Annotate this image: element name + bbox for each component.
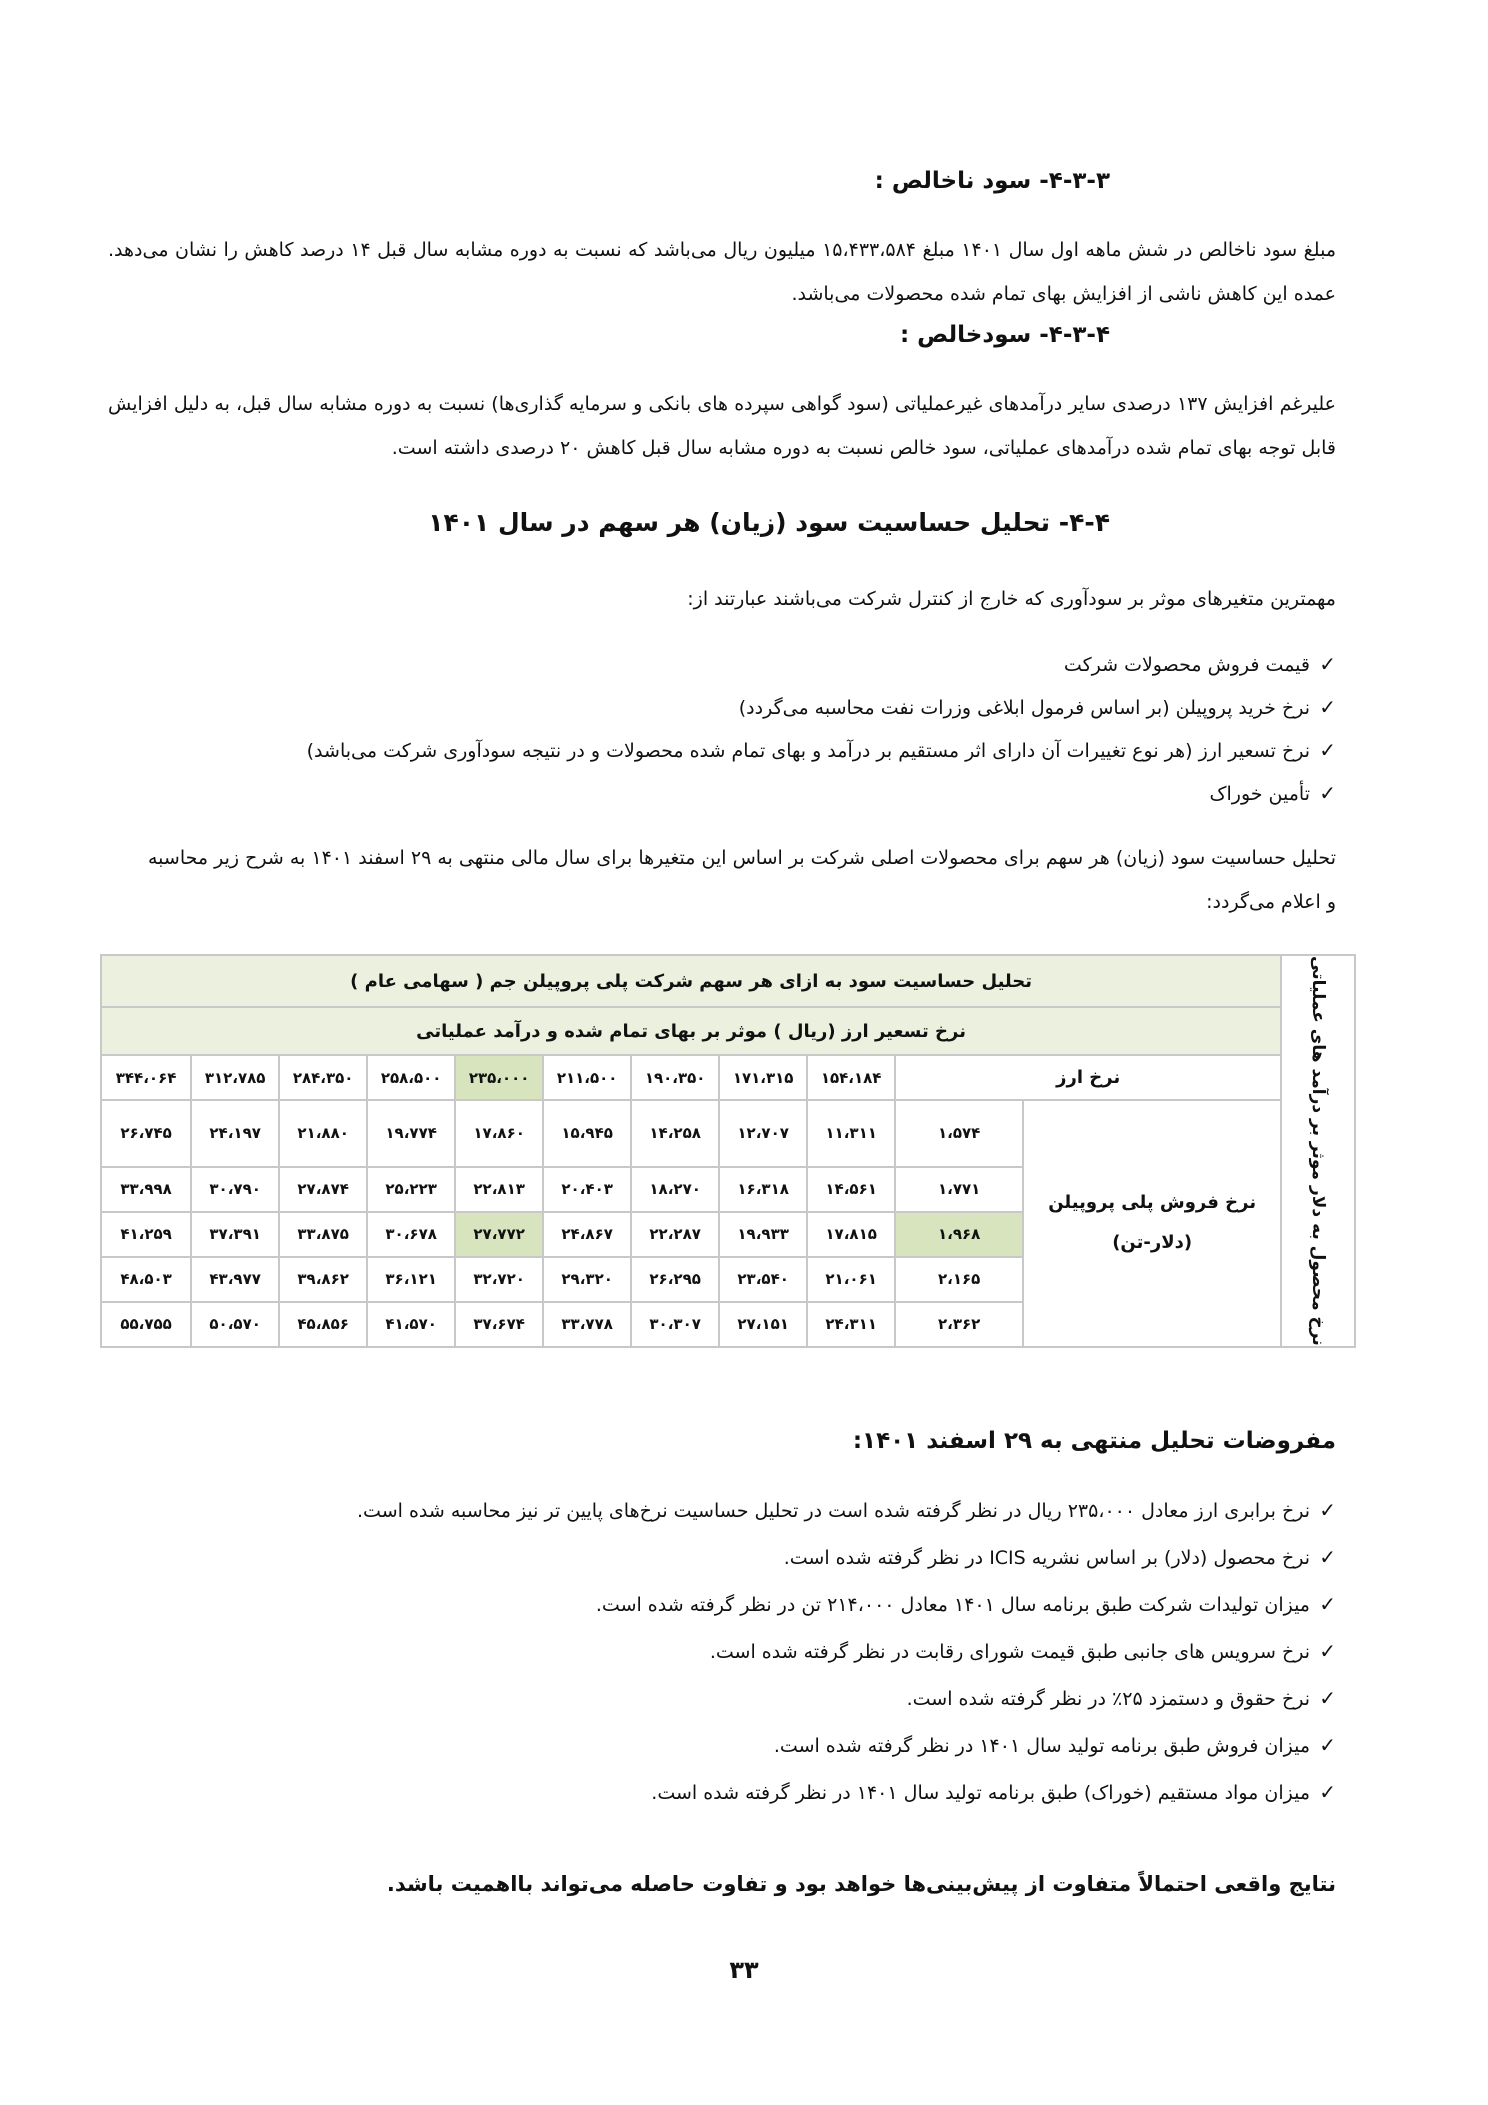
fx-rate: ۲۸۴،۳۵۰ bbox=[279, 1055, 367, 1100]
value-cell: ۵۰،۵۷۰ bbox=[191, 1302, 279, 1347]
price-label: نرخ فروش پلی پروپیلن (دلار-تن) bbox=[1023, 1100, 1281, 1347]
assumptions-list bbox=[357, 1498, 1336, 1827]
gross-profit-heading: ۴-۳-۳- سود ناخالص : bbox=[874, 168, 1110, 194]
value-cell: ۴۸،۵۰۳ bbox=[101, 1257, 191, 1302]
check-icon: ✓ bbox=[1319, 652, 1336, 676]
table-row bbox=[101, 1100, 1355, 1167]
value-cell: ۲۹،۳۲۰ bbox=[543, 1257, 631, 1302]
value-cell: ۱۲،۷۰۷ bbox=[719, 1100, 807, 1167]
value-cell: ۳۰،۳۰۷ bbox=[631, 1302, 719, 1347]
check-icon: ✓ bbox=[1319, 738, 1336, 762]
table-title: تحلیل حساسیت سود به ازای هر سهم شرکت پلی پروپیلن جم ( سهامی عام ) bbox=[101, 955, 1281, 1007]
fx-rate: ۱۵۴،۱۸۴ bbox=[807, 1055, 895, 1100]
check-icon: ✓ bbox=[1319, 1639, 1336, 1663]
list-item: ✓تأمین خوراک bbox=[1209, 781, 1336, 805]
value-cell: ۳۶،۱۲۱ bbox=[367, 1257, 455, 1302]
price-cell: ۲،۳۶۲ bbox=[895, 1302, 1023, 1347]
price-cell: ۲،۱۶۵ bbox=[895, 1257, 1023, 1302]
fx-rate: ۲۱۱،۵۰۰ bbox=[543, 1055, 631, 1100]
list-item: ✓نرخ محصول (دلار) بر اساس نشریه ICIS در نظر گرفته شده است. bbox=[783, 1545, 1336, 1569]
analysis-paragraph: تحلیل حساسیت سود (زیان) هر سهم برای محصولات اصلی شرکت بر اساس این متغیرها برای سال مالی منتهی به ۲۹ اسفند ۱۴۰۱ به شرح زیر محاسبه و اعلام می‌گردد: bbox=[148, 847, 1336, 913]
value-cell: ۳۷،۳۹۱ bbox=[191, 1212, 279, 1257]
table-side-label: نرخ محصول به دلار موثر بر درآمد های عملیاتی bbox=[1281, 955, 1355, 1347]
value-cell: ۵۵،۷۵۵ bbox=[101, 1302, 191, 1347]
table-subtitle: نرخ تسعیر ارز (ریال ) موثر بر بهای تمام شده و درآمد عملیاتی bbox=[101, 1007, 1281, 1055]
list-item: ✓نرخ برابری ارز معادل ۲۳۵،۰۰۰ ریال در نظر گرفته شده است در تحلیل حساسیت نرخ‌های پایین تر نیز محاسبه شده است. bbox=[357, 1498, 1336, 1522]
variables-list bbox=[307, 652, 1336, 824]
list-item: ✓نرخ تسعیر ارز (هر نوع تغییرات آن دارای اثر مستقیم بر درآمد و بهای تمام شده محصولات و در نتیجه سودآوری شرکت می‌باشد) bbox=[306, 738, 1336, 762]
value-cell: ۲۶،۷۴۵ bbox=[101, 1100, 191, 1167]
list-item: ✓میزان مواد مستقیم (خوراک) طبق برنامه تولید سال ۱۴۰۱ در نظر گرفته شده است. bbox=[651, 1780, 1336, 1804]
value-cell: ۲۳،۵۴۰ bbox=[719, 1257, 807, 1302]
gross-profit-paragraph: مبلغ سود ناخالص در شش ماهه اول سال ۱۴۰۱ مبلغ ۱۵،۴۳۳،۵۸۴ میلیون ریال می‌باشد که نسبت به دوره مشابه سال قبل ۱۴ درصد کاهش را نشان می‌دهد. عمده این کاهش ناشی از افزایش بهای تمام شده محصولات می‌باشد. bbox=[108, 239, 1336, 305]
conclusion-note: نتایج واقعی احتمالاً متفاوت از پیش‌بینی‌ها خواهد بود و تفاوت حاصله می‌تواند بااهمیت باشد. bbox=[386, 1872, 1336, 1896]
value-cell: ۲۷،۸۷۴ bbox=[279, 1167, 367, 1212]
value-cell: ۳۲،۷۲۰ bbox=[455, 1257, 543, 1302]
check-icon: ✓ bbox=[1319, 781, 1336, 805]
value-cell: ۳۳،۹۹۸ bbox=[101, 1167, 191, 1212]
value-cell: ۲۴،۳۱۱ bbox=[807, 1302, 895, 1347]
value-cell: ۱۵،۹۴۵ bbox=[543, 1100, 631, 1167]
fx-rate-base: ۲۳۵،۰۰۰ bbox=[455, 1055, 543, 1100]
list-item: ✓نرخ خرید پروپیلن (بر اساس فرمول ابلاغی وزرات نفت محاسبه می‌گردد) bbox=[738, 695, 1336, 719]
variables-intro: مهمترین متغیرهای موثر بر سودآوری که خارج از کنترل شرکت می‌باشند عبارتند از: bbox=[687, 588, 1336, 610]
value-cell: ۲۶،۲۹۵ bbox=[631, 1257, 719, 1302]
value-cell: ۴۵،۸۵۶ bbox=[279, 1302, 367, 1347]
list-item: ✓میزان فروش طبق برنامه تولید سال ۱۴۰۱ در نظر گرفته شده است. bbox=[773, 1733, 1336, 1757]
value-cell: ۱۷،۸۱۵ bbox=[807, 1212, 895, 1257]
page-number: ۳۳ bbox=[729, 1956, 759, 1984]
value-cell: ۲۱،۸۸۰ bbox=[279, 1100, 367, 1167]
check-icon: ✓ bbox=[1319, 1592, 1336, 1616]
check-icon: ✓ bbox=[1319, 1686, 1336, 1710]
value-cell: ۱۷،۸۶۰ bbox=[455, 1100, 543, 1167]
value-cell: ۱۹،۷۷۴ bbox=[367, 1100, 455, 1167]
check-icon: ✓ bbox=[1319, 1780, 1336, 1804]
value-cell: ۲۴،۸۶۷ bbox=[543, 1212, 631, 1257]
value-cell: ۲۴،۱۹۷ bbox=[191, 1100, 279, 1167]
fx-rate: ۲۵۸،۵۰۰ bbox=[367, 1055, 455, 1100]
list-item: ✓نرخ سرویس های جانبی طبق قیمت شورای رقابت در نظر گرفته شده است. bbox=[709, 1639, 1336, 1663]
sensitivity-heading: ۴-۴- تحلیل حساسیت سود (زیان) هر سهم در سال ۱۴۰۱ bbox=[428, 508, 1110, 537]
value-cell: ۳۳،۷۷۸ bbox=[543, 1302, 631, 1347]
sensitivity-table bbox=[100, 954, 1356, 1348]
value-cell: ۲۲،۸۱۳ bbox=[455, 1167, 543, 1212]
price-cell-base: ۱،۹۶۸ bbox=[895, 1212, 1023, 1257]
check-icon: ✓ bbox=[1319, 1545, 1336, 1569]
fx-label: نرخ ارز bbox=[895, 1055, 1281, 1100]
value-cell-base: ۲۷،۷۷۲ bbox=[455, 1212, 543, 1257]
value-cell: ۱۸،۲۷۰ bbox=[631, 1167, 719, 1212]
value-cell: ۴۳،۹۷۷ bbox=[191, 1257, 279, 1302]
net-profit-paragraph: علیرغم افزایش ۱۳۷ درصدی سایر درآمدهای غیرعملیاتی (سود گواهی سپرده های بانکی و سرمایه گذاری‌ها) نسبت به دوره مشابه سال قبل، به دلیل افزایش قابل توجه بهای تمام شده درآمدهای عملیاتی، سود خالص نسبت به دوره مشابه سال قبل کاهش ۲۰ درصدی داشته است. bbox=[108, 393, 1337, 459]
net-profit-heading: ۴-۳-۴- سودخالص : bbox=[899, 322, 1110, 348]
value-cell: ۱۶،۳۱۸ bbox=[719, 1167, 807, 1212]
value-cell: ۴۱،۲۵۹ bbox=[101, 1212, 191, 1257]
price-cell: ۱،۵۷۴ bbox=[895, 1100, 1023, 1167]
value-cell: ۲۲،۲۸۷ bbox=[631, 1212, 719, 1257]
fx-rate: ۳۴۴،۰۶۴ bbox=[101, 1055, 191, 1100]
check-icon: ✓ bbox=[1319, 1733, 1336, 1757]
value-cell: ۱۹،۹۳۳ bbox=[719, 1212, 807, 1257]
value-cell: ۳۳،۸۷۵ bbox=[279, 1212, 367, 1257]
value-cell: ۳۰،۷۹۰ bbox=[191, 1167, 279, 1212]
fx-rate: ۳۱۲،۷۸۵ bbox=[191, 1055, 279, 1100]
value-cell: ۳۷،۶۷۴ bbox=[455, 1302, 543, 1347]
value-cell: ۳۹،۸۶۲ bbox=[279, 1257, 367, 1302]
value-cell: ۲۵،۲۲۳ bbox=[367, 1167, 455, 1212]
value-cell: ۴۱،۵۷۰ bbox=[367, 1302, 455, 1347]
list-item: ✓نرخ حقوق و دستمزد ۲۵٪ در نظر گرفته شده است. bbox=[906, 1686, 1336, 1710]
table-row-fx bbox=[101, 1055, 1355, 1100]
value-cell: ۲۷،۱۵۱ bbox=[719, 1302, 807, 1347]
check-icon: ✓ bbox=[1319, 1498, 1336, 1522]
list-item: ✓قیمت فروش محصولات شرکت bbox=[1063, 652, 1336, 676]
fx-rate: ۱۹۰،۳۵۰ bbox=[631, 1055, 719, 1100]
value-cell: ۱۴،۲۵۸ bbox=[631, 1100, 719, 1167]
value-cell: ۱۱،۳۱۱ bbox=[807, 1100, 895, 1167]
value-cell: ۱۴،۵۶۱ bbox=[807, 1167, 895, 1212]
value-cell: ۲۰،۴۰۳ bbox=[543, 1167, 631, 1212]
value-cell: ۳۰،۶۷۸ bbox=[367, 1212, 455, 1257]
fx-rate: ۱۷۱،۳۱۵ bbox=[719, 1055, 807, 1100]
price-cell: ۱،۷۷۱ bbox=[895, 1167, 1023, 1212]
check-icon: ✓ bbox=[1319, 695, 1336, 719]
assumptions-heading: مفروضات تحلیل منتهی به ۲۹ اسفند ۱۴۰۱: bbox=[852, 1428, 1336, 1454]
value-cell: ۲۱،۰۶۱ bbox=[807, 1257, 895, 1302]
list-item: ✓میزان تولیدات شرکت طبق برنامه سال ۱۴۰۱ معادل ۲۱۴،۰۰۰ تن در نظر گرفته شده است. bbox=[595, 1592, 1336, 1616]
